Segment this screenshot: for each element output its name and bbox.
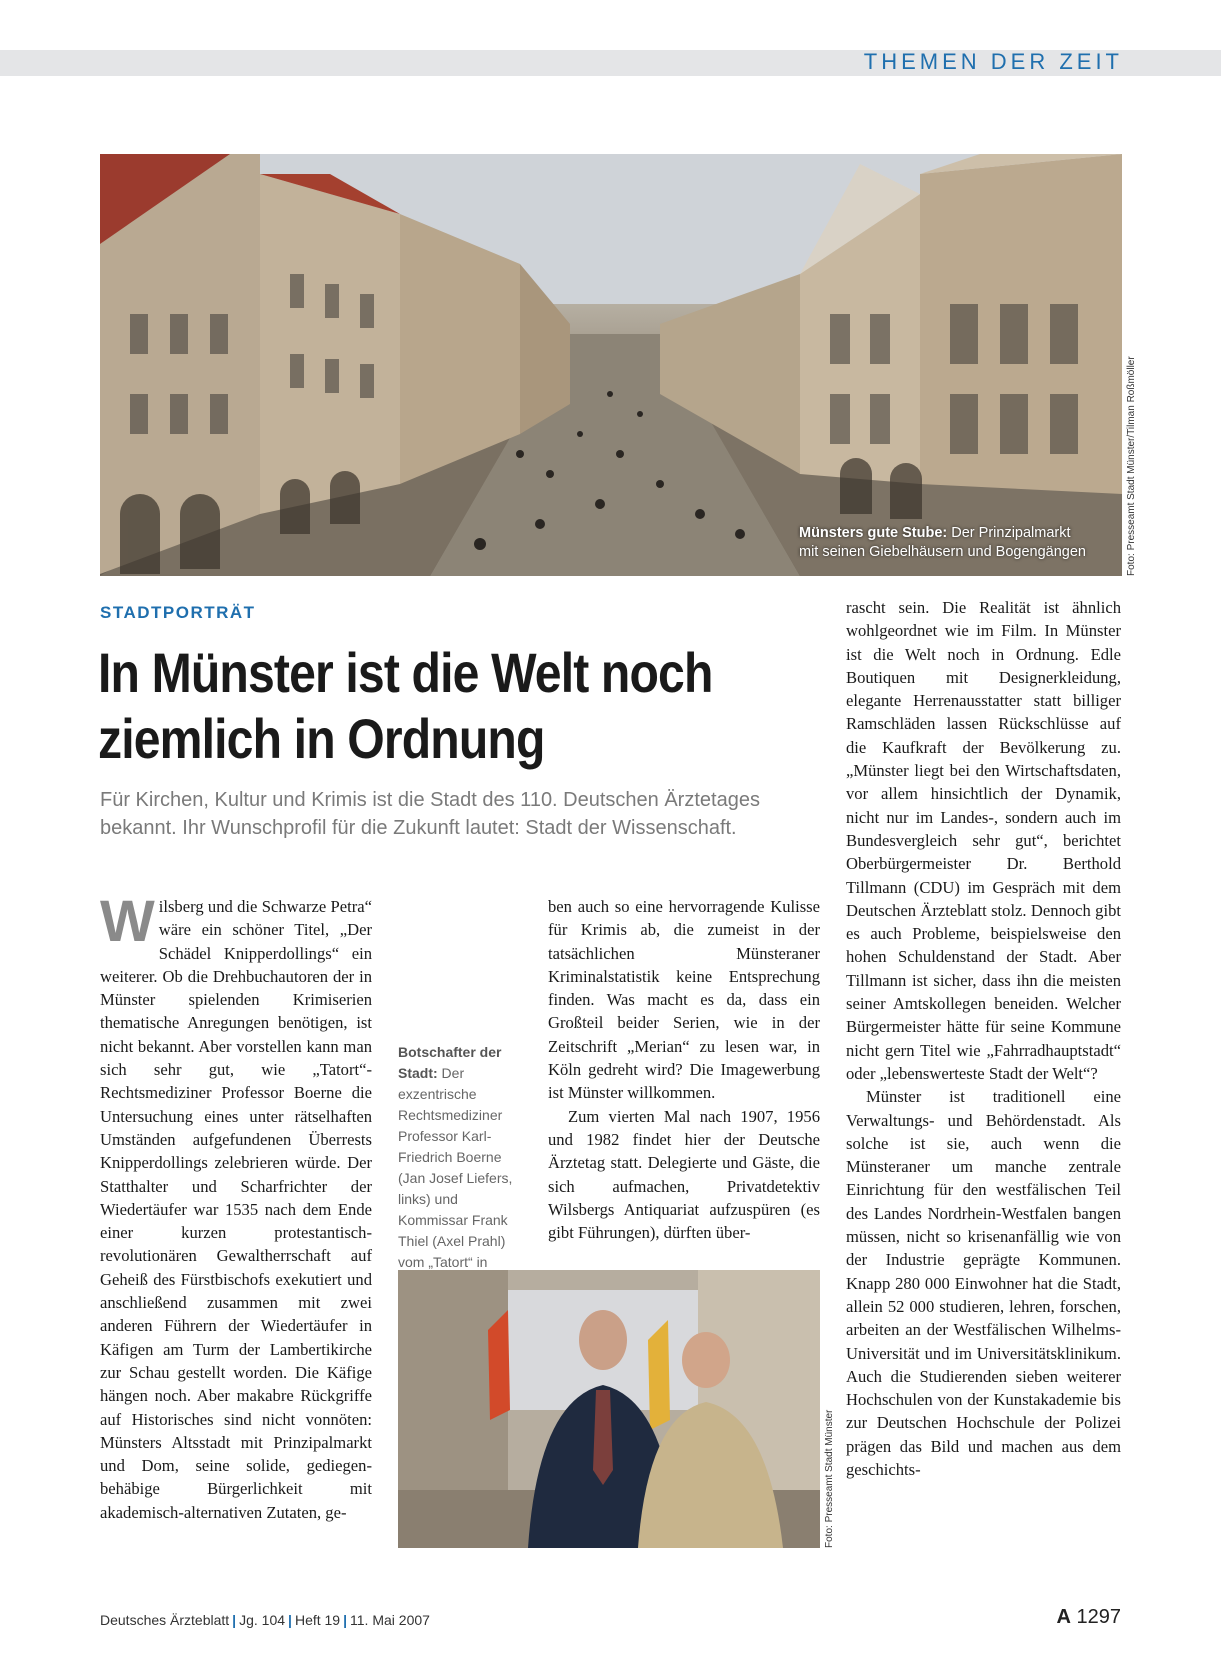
page-number-value: 1297 — [1076, 1606, 1121, 1628]
hero-caption-bold: Münsters gute Stube: — [799, 525, 948, 541]
hero-caption — [799, 524, 1086, 562]
footer-volume: Jg. 104 — [239, 1612, 286, 1628]
tatort-photo — [398, 1270, 820, 1548]
article-subhead: Für Kirchen, Kultur und Krimis ist die Stadt des 110. Deutschen Ärztetages bekannt. Ihr Wunschprofil für die Zukunft lautet: Stadt der Wissenschaft. — [100, 789, 760, 839]
article-column-1 — [100, 889, 372, 1524]
column-3-paragraph-2: Zum vierten Mal nach 1907, 1956 und 1982 findet hier der Deutsche Ärztetag statt. Delegierte und Gäste, die sich aufmachen, Privatdetektiv Wilsbergs Antiquariat aufzuspüren (es gibt Führungen), dürften über- — [548, 1106, 820, 1243]
article-kicker: STADTPORTRÄT — [100, 603, 256, 622]
column-1-text: ilsberg und die Schwarze Petra“ wäre ein schöner Titel, „Der Schädel Knipperdollings“ ein weiterer. Ob die Drehbuchautoren der in Münster spielenden Krimiserien thematische Anregungen benötigen, ist nicht bekannt. Aber vorstellen kann man sich sehr gut, wie „Tatort“-Rechtsmediziner Professor Boerne die Untersuchung eines unter rätselhaften Umständen aufgefundenen Überrests Knipperdollings zelebrieren würde. Der Statthalter und Scharfrichter der Wiedertäufer war 1535 nach dem Ende einer kurzen protestantisch-revolutionären Gewaltherrschaft auf Geheiß des Fürstbischofs exekutiert und anschließend zusammen mit zwei anderen Führern der Wiedertäufer in Käfigen am Turm der Lambertikirche zur Schau gestellt worden. Die Käfige hängen noch. Aber makabre Rückgriffe auf Historisches sind nicht vonnöten: Münsters Altsstadt mit Prinzipalmarkt und Dom, seine solide, gediegen-behäbige Bürgerlichkeit mit akademisch-alternativen Zutaten, ge- — [100, 897, 372, 1522]
article-headline — [98, 640, 717, 772]
hero-photo-credit: Foto: Presseamt Stadt Münster/Tilman Roßmöller — [1126, 356, 1137, 576]
column-4-paragraph-1: rascht sein. Die Realität ist ähnlich wohlgeordnet wie im Film. In Münster ist die Welt noch in Ordnung. Edle Boutiquen mit Designerkleidung, elegante Herrenausstatter statt billiger Ramschläden lassen Rückschlüsse auf die Kaufkraft der Bevölkerung zu. „Münster liegt bei den Wirtschaftsdaten, vor allem hinsichtlich der Dynamik, nicht nur im Landes-, sondern auch im Bundesvergleich sehr gut“, berichtet Oberbürgermeister Dr. Berthold Tillmann (CDU) im Gespräch mit dem Deutschen Ärzteblatt stolz. Dennoch gibt es auch Probleme, beispielsweise den hohen Schuldenstand der Stadt. Aber Tillmann ist sicher, dass ihn die meisten seiner Amtskollegen beneiden. Welcher Bürgermeister hätte für seine Kommune nicht gern Titel wie „Fahrradhauptstadt“ oder „lebenswerteste Stadt der Welt“? — [846, 598, 1121, 1083]
tatort-photo-illustration — [398, 1270, 820, 1548]
headline-line1: In Münster ist die Welt noch — [98, 641, 713, 704]
photo2-caption-text: Der exzentrische Rechtsmediziner Professor Karl-Friedrich Boerne (Jan Josef Liefers, links) und Kommissar Frank Thiel (Axel Prahl) vom „Tatort“ in — [398, 1065, 513, 1270]
column-4-paragraph-2: Münster ist traditionell eine Verwaltungs- und Behördenstadt. Als solche ist sie, auch wenn die Münsteraner um manche zentrale Einrichtung für den westfälischen Teil des Landes Nordrhein-Westfalen bangen müssen, nicht so krisenanfällig wie von der Industrie geprägte Kommunen. Knapp 280 000 Einwohner hat die Stadt, allein 52 000 studieren, lehren, forschen, arbeiten an der Westfälischen Wilhelms-Universität und im Universitätsklinikum. Auch die Studierenden sieben weiterer Hochschulen von der Kunstakademie bis zur Deutschen Hochschule der Polizei prägen das Bild und machen aus dem geschichts- — [846, 1087, 1121, 1479]
footer-citation: Deutsches Ärzteblatt | Jg. 104 | Heft 19 | 11. Mai 2007 — [100, 1612, 430, 1628]
column-3-paragraph-1: ben auch so eine hervorragende Kulisse für Krimis ab, die zumeist in der tatsächlichen Münsteraner Kriminalstatistik keine Entsprechung finden. Was macht es da, dass ein Großteil beider Serien, wie in der Zeitschrift „Merian“ zu lesen war, in Köln gedreht wird? Die Imagewerbung ist Münster willkommen. — [548, 897, 820, 1103]
headline-line2: ziemlich in Ordnung — [98, 707, 545, 770]
article-column-4 — [846, 596, 1121, 1481]
page-number — [1056, 1606, 1121, 1629]
photo2-caption — [398, 1042, 528, 1294]
footer-date: 11. Mai 2007 — [350, 1612, 430, 1628]
hero-photo-illustration — [100, 154, 1122, 576]
footer-journal: Deutsches Ärzteblatt — [100, 1612, 230, 1628]
footer-issue: Heft 19 — [294, 1612, 341, 1628]
drop-cap: W — [100, 889, 155, 954]
hero-photo — [100, 154, 1122, 576]
article-column-3 — [548, 895, 820, 1244]
hero-caption-line2: mit seinen Giebelhäusern und Bogengängen — [799, 544, 1086, 560]
photo2-caption-bold: Botschafter der Stadt: — [398, 1044, 502, 1081]
hero-caption-text: Der Prinzipalmarkt — [947, 525, 1071, 541]
photo2-credit: Foto: Presseamt Stadt Münster — [824, 1409, 835, 1548]
section-label: THEMEN DER ZEIT — [863, 49, 1123, 74]
page-prefix: A — [1056, 1606, 1071, 1628]
